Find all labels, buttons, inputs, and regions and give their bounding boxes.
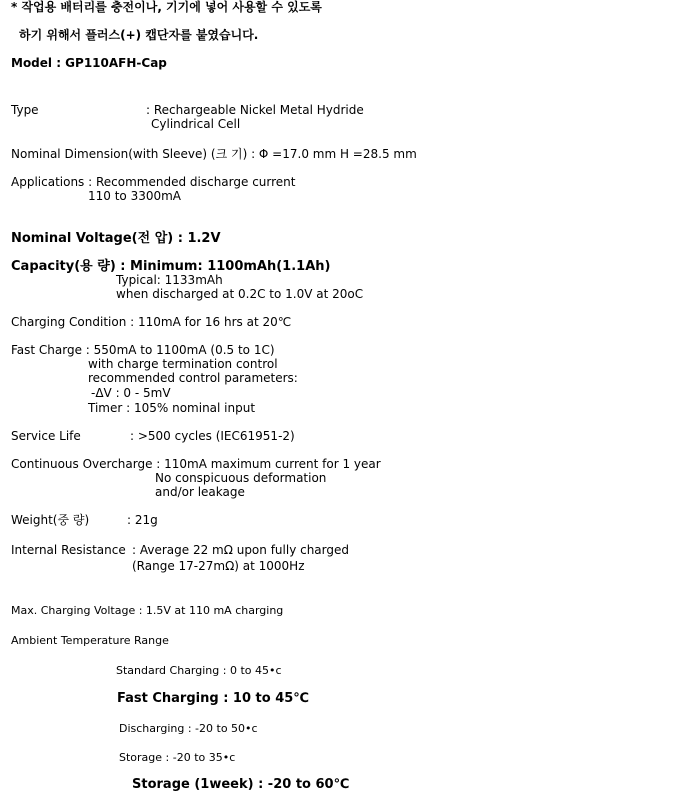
internal-resistance-range: (Range 17-27mΩ) at 1000Hz: [132, 559, 305, 573]
overcharge-2: No conspicuous deformation: [155, 471, 327, 485]
intro-line-2: 하기 위해서 플러스(+) 캡단자를 붙였습니다.: [19, 28, 259, 42]
capacity-line-2: Typical: 1133mAh: [116, 273, 223, 287]
internal-resistance-label: Internal Resistance: [11, 543, 126, 557]
weight-label: Weight(중 량): [11, 513, 90, 527]
nominal-dimension: Nominal Dimension(with Sleeve) (크 기) : Φ =17.0 mm H =28.5 mm: [11, 147, 417, 161]
ambient-title: Ambient Temperature Range: [11, 634, 169, 647]
capacity-line-1: Capacity(용 량) : Minimum: 1100mAh(1.1Ah): [11, 259, 331, 274]
capacity-line-3: when discharged at 0.2C to 1.0V at 20oC: [116, 287, 364, 301]
weight-value: : 21g: [127, 513, 158, 527]
standard-charging: Standard Charging : 0 to 45•c: [116, 664, 282, 677]
charging-condition: Charging Condition : 110mA for 16 hrs at 20℃: [11, 315, 292, 329]
internal-resistance-value: : Average 22 mΩ upon fully charged: [132, 543, 350, 557]
applications-1: Applications : Recommended discharge current: [11, 175, 296, 189]
storage-1week: Storage (1week) : -20 to 60℃: [132, 777, 350, 792]
applications-2: 110 to 3300mA: [88, 189, 182, 203]
type-label: Type: [11, 103, 39, 117]
fast-charging: Fast Charging : 10 to 45℃: [117, 691, 310, 706]
overcharge-3: and/or leakage: [155, 485, 245, 499]
service-life-label: Service Life: [11, 429, 81, 443]
fast-charge-1: Fast Charge : 550mA to 1100mA (0.5 to 1C): [11, 343, 275, 357]
service-life-value: : >500 cycles (IEC61951-2): [130, 429, 295, 443]
nominal-voltage: Nominal Voltage(전 압) : 1.2V: [11, 231, 221, 246]
type-value-1: : Rechargeable Nickel Metal Hydride: [146, 103, 364, 117]
fast-charge-2: with charge termination control: [88, 357, 278, 371]
max-charging-voltage: Max. Charging Voltage : 1.5V at 110 mA charging: [11, 604, 284, 617]
intro-line-1: * 작업용 배터리를 충전이나, 기기에 넣어 사용할 수 있도록: [11, 0, 322, 14]
type-value-2: Cylindrical Cell: [151, 117, 241, 131]
fast-charge-5: Timer : 105% nominal input: [88, 401, 256, 415]
fast-charge-4: -ΔV : 0 - 5mV: [91, 386, 171, 400]
overcharge-1: Continuous Overcharge : 110mA maximum current for 1 year: [11, 457, 381, 471]
model-title: Model : GP110AFH-Cap: [11, 56, 167, 70]
fast-charge-3: recommended control parameters:: [88, 371, 298, 385]
storage: Storage : -20 to 35•c: [119, 751, 236, 764]
discharging: Discharging : -20 to 50•c: [119, 722, 258, 735]
